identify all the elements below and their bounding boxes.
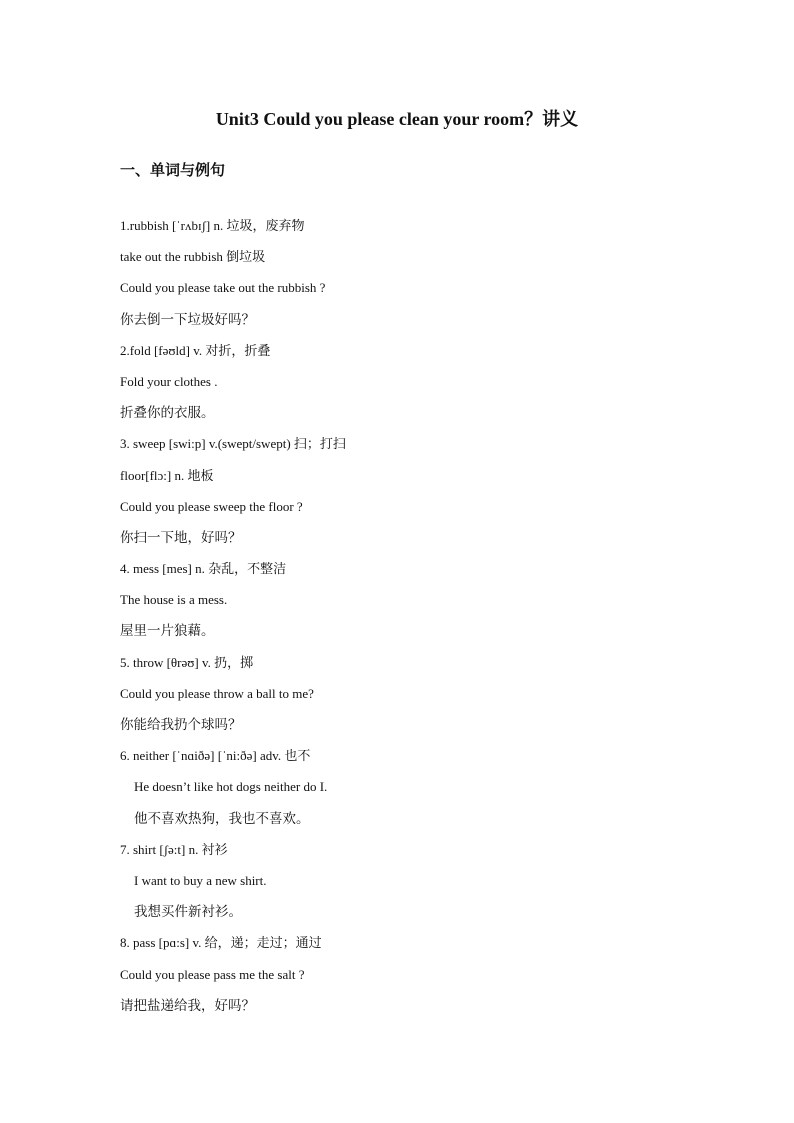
vocabulary-line: Could you please pass me the salt ? (120, 966, 305, 982)
vocabulary-line: 7. shirt [ʃə:t] n. 衬衫 (120, 841, 228, 857)
translation-line: 你去倒一下垃圾好吗？ (120, 311, 255, 328)
vocabulary-line: 4. mess [mes] n. 杂乱，不整洁 (120, 561, 287, 577)
translation-line: 折叠你的衣服。 (120, 405, 215, 422)
vocabulary-line: 5. throw [θrəʊ] v. 扔，掷 (120, 654, 254, 670)
vocabulary-line: take out the rubbish 倒垃圾 (120, 249, 266, 265)
section-heading: 一、单词与例句 (120, 161, 226, 179)
translation-line: 他不喜欢热狗，我也不喜欢。 (134, 810, 310, 827)
vocabulary-list (120, 214, 720, 1025)
vocabulary-line: He doesn’t like hot dogs neither do I. (134, 779, 328, 795)
vocabulary-line: 1.rubbish [ˈrʌbɪʃ] n. 垃圾，废弃物 (120, 218, 305, 233)
vocabulary-line: 6. neither [ˈnɑiðə] [ˈni:ðə] adv. 也不 (120, 748, 311, 764)
vocabulary-line: Could you please take out the rubbish ? (120, 280, 326, 296)
vocabulary-line: 2.fold [fəʊld] v. 对折，折叠 (120, 342, 271, 358)
translation-line: 我想买件新衬衫。 (134, 904, 242, 921)
translation-line: 屋里一片狼藉。 (120, 623, 215, 640)
translation-line: 你能给我扔个球吗？ (120, 717, 242, 733)
vocabulary-line: I want to buy a new shirt. (134, 872, 267, 888)
translation-line: 你扫一下地，好吗？ (120, 529, 242, 546)
vocabulary-line: Could you please throw a ball to me? (120, 685, 314, 701)
vocabulary-line: The house is a mess. (120, 592, 228, 608)
vocabulary-line: floor[flɔ:] n. 地板 (120, 467, 214, 483)
translation-line: 请把盐递给我，好吗？ (120, 997, 255, 1014)
document-title: Unit3 Could you please clean your room？讲义 (215, 109, 579, 129)
vocabulary-line: Could you please sweep the floor ? (120, 498, 303, 514)
vocabulary-line: 8. pass [pɑ:s] v. 给，递；走过；通过 (120, 935, 322, 951)
vocabulary-line: 3. sweep [swi:p] v.(swept/swept) 扫；打扫 (120, 436, 346, 452)
vocabulary-line: Fold your clothes . (120, 373, 218, 389)
